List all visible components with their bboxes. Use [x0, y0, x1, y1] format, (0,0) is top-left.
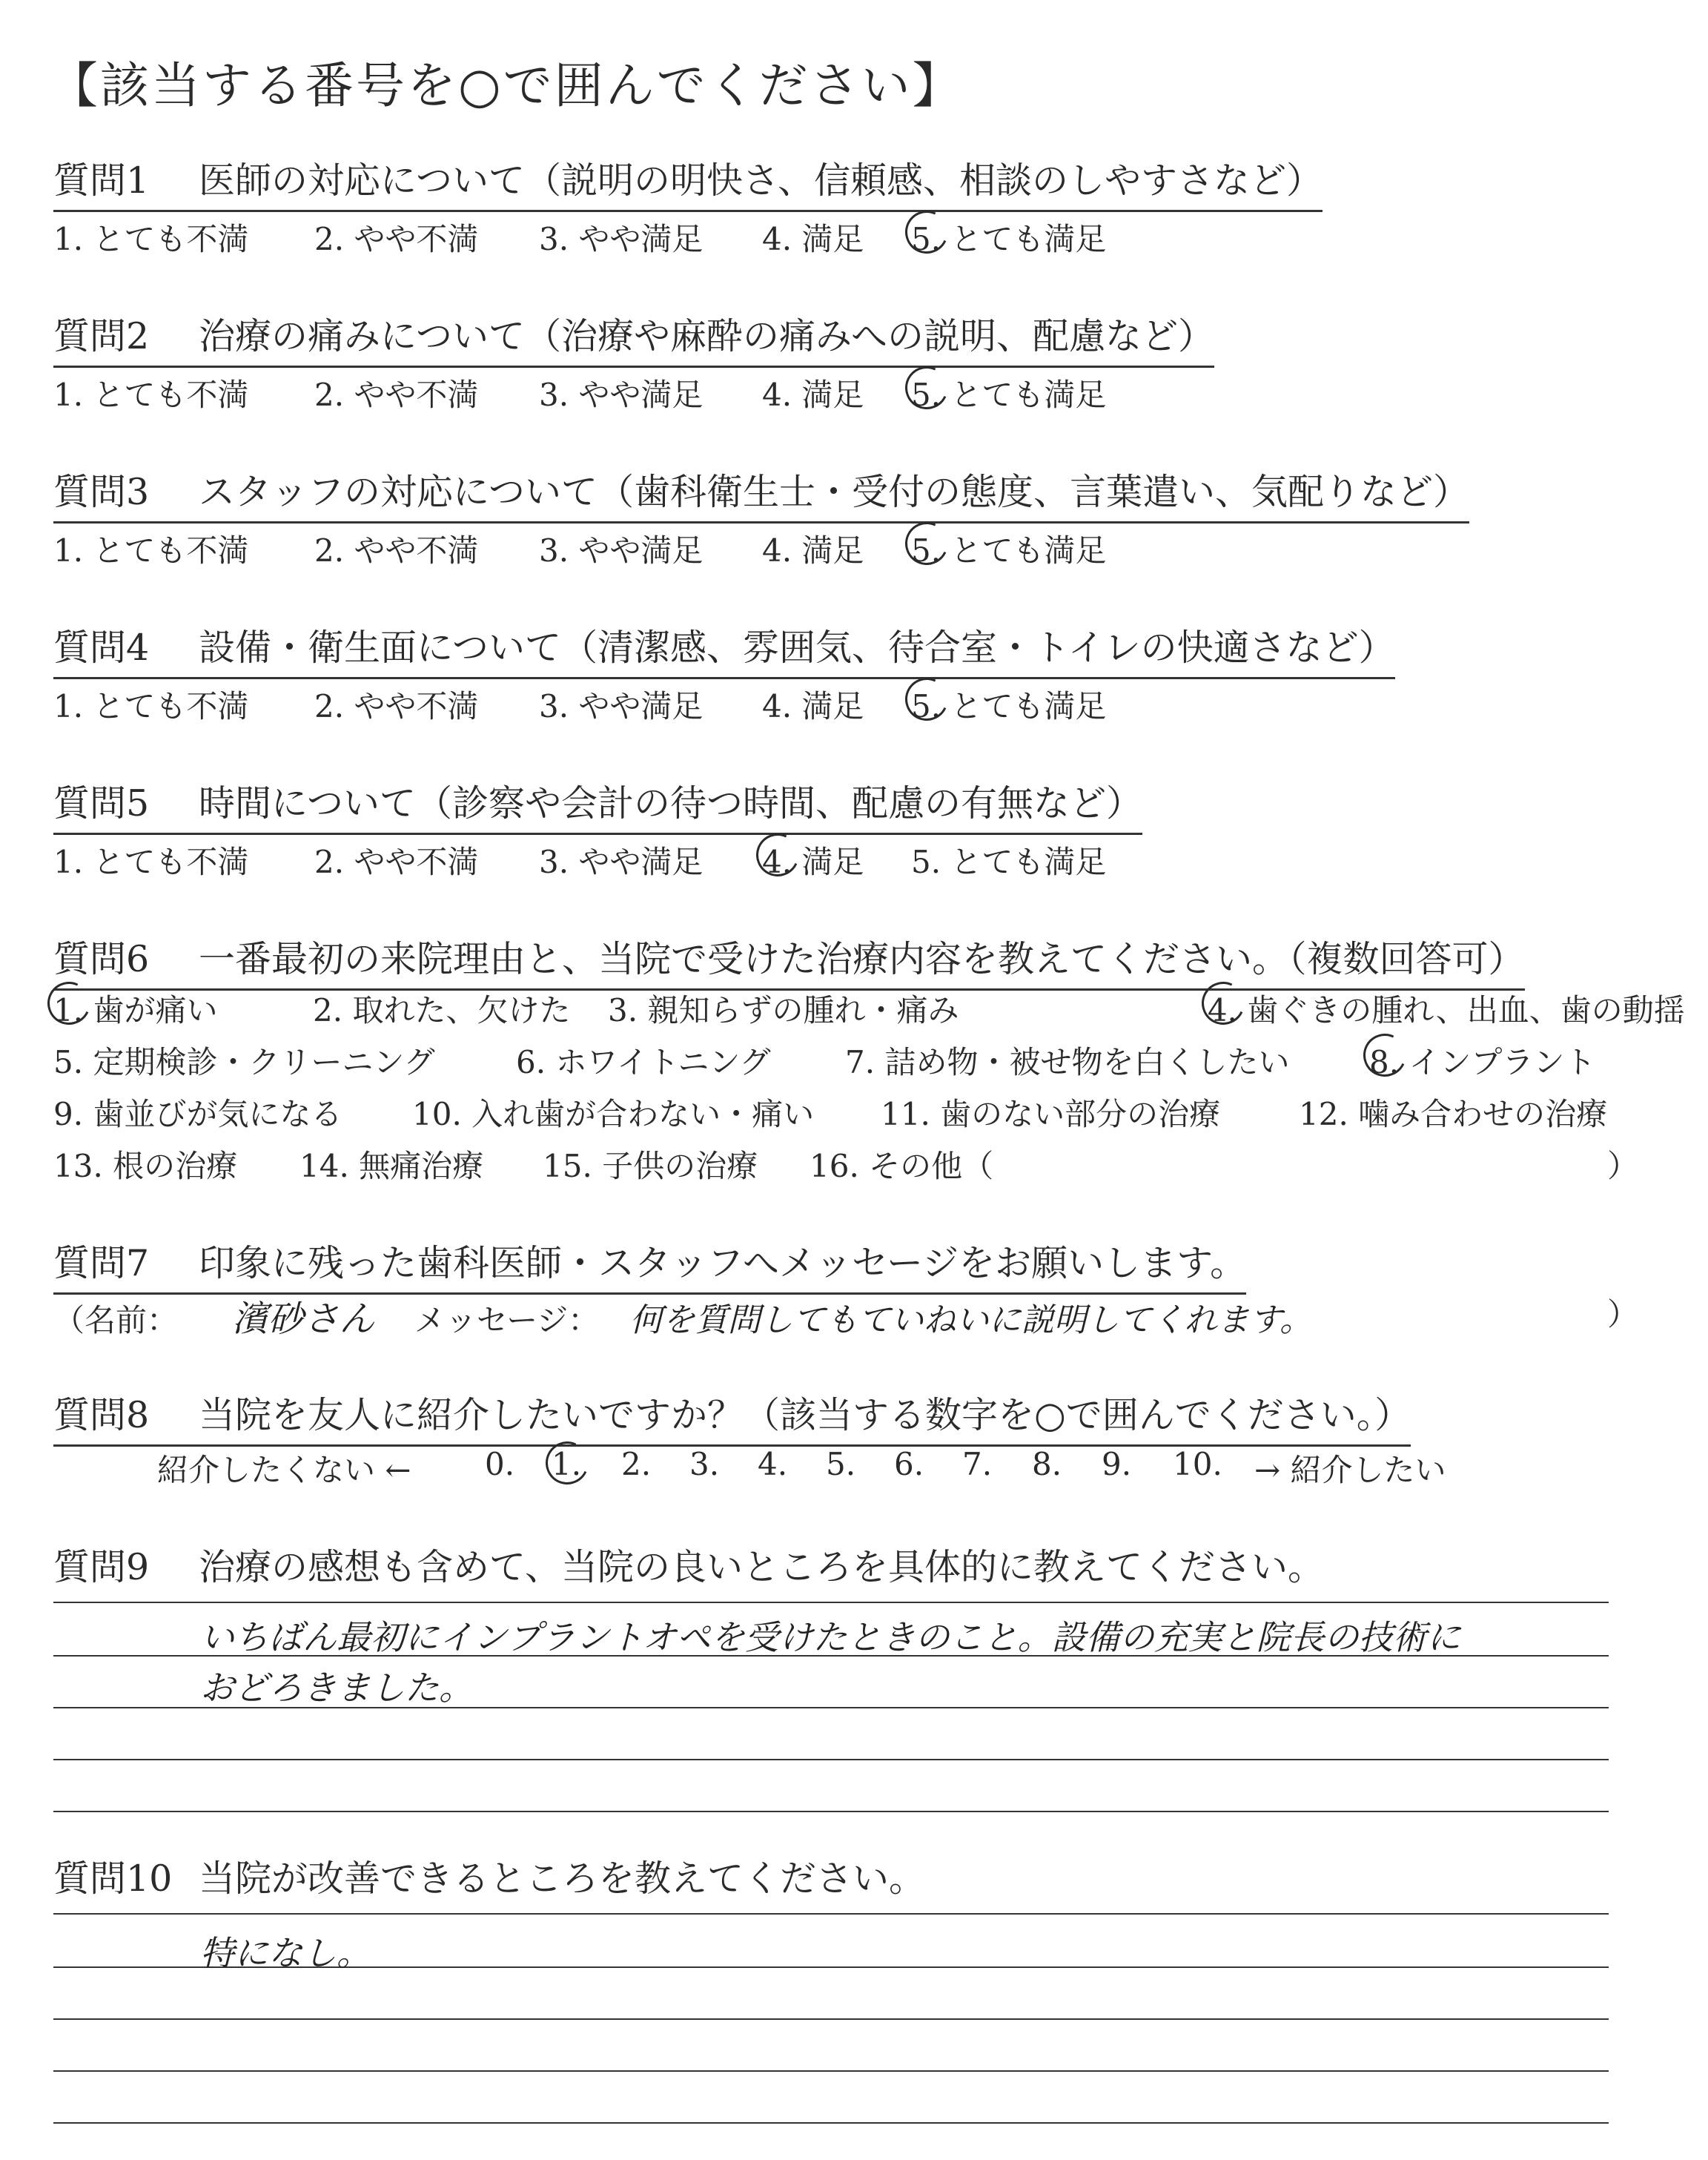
option-number: 14.: [299, 1148, 349, 1184]
question-number: 質問2: [53, 315, 150, 357]
option-1[interactable]: 1. とても不満: [53, 688, 249, 724]
answer-rule: [53, 1811, 1609, 1812]
option-4[interactable]: 4. 満足: [762, 688, 864, 724]
option-label: その他（: [869, 1148, 994, 1184]
option-number: 16.: [810, 1148, 859, 1184]
question-4-title: [53, 619, 1395, 679]
question-1-options: [53, 215, 1107, 260]
q6-option-2[interactable]: [313, 986, 570, 1031]
question-6-title: [53, 931, 1525, 991]
q6-option-8-selected[interactable]: [1369, 1038, 1595, 1083]
question-text: 当院を友人に紹介したいですか？（該当する数字を○で囲んでください。）: [199, 1394, 1411, 1436]
question-1-title: [53, 152, 1323, 212]
question-text: 当院が改善できるところを教えてください。: [199, 1857, 926, 1900]
option-number: 12.: [1299, 1096, 1348, 1132]
question-text: 一番最初の来院理由と、当院で受けた治療内容を教えてください。（複数回答可）: [199, 938, 1525, 980]
q6-option-14[interactable]: [299, 1142, 483, 1186]
question-number: 質問10: [53, 1857, 173, 1900]
question-number: 質問3: [53, 471, 150, 513]
option-5[interactable]: 5. とても満足: [911, 844, 1107, 880]
question-3-options: [53, 526, 1107, 571]
question-6-options-row-2: [53, 1038, 1596, 1083]
question-number: 質問6: [53, 938, 150, 980]
answer-rule: [53, 2070, 1609, 2072]
option-2[interactable]: 2. やや不満: [314, 844, 479, 880]
question-9-title: [53, 1539, 1324, 1596]
option-5-selected[interactable]: 5. とても満足: [911, 526, 1106, 571]
option-number: 9.: [53, 1096, 84, 1132]
option-number: 13.: [53, 1148, 103, 1184]
option-2[interactable]: 2. やや不満: [314, 688, 479, 724]
option-number: 8.: [1369, 1044, 1400, 1080]
question-number: 質問7: [53, 1242, 150, 1284]
option-label: 歯が痛い: [93, 992, 218, 1028]
option-number: 7.: [845, 1044, 875, 1080]
question-text: 治療の痛みについて（治療や麻酔の痛みへの説明、配慮など）: [199, 315, 1215, 357]
option-number: 3.: [608, 992, 638, 1028]
question-6-options-row-1: [53, 986, 1685, 1031]
answer-rule: [53, 1913, 1609, 1915]
q6-option-6[interactable]: [516, 1038, 771, 1083]
page-header: 【該当する番号を○で囲んでください】: [49, 57, 964, 114]
option-number: 10.: [412, 1096, 462, 1132]
answer-rule: [53, 2122, 1609, 2124]
message-field[interactable]: 何を質問してもていねいに説明してくれます。: [629, 1301, 1313, 1339]
question-number: 質問9: [53, 1546, 150, 1588]
option-number: 6.: [516, 1044, 546, 1080]
option-1[interactable]: 1. とても不満: [53, 377, 249, 413]
option-number: 4.: [1207, 992, 1237, 1028]
option-1[interactable]: 1. とても不満: [53, 221, 249, 257]
scale-0[interactable]: 0.: [485, 1446, 515, 1482]
scale-low-label: 紹介したくない ←: [157, 1452, 411, 1488]
question-text: 医師の対応について（説明の明快さ、信頼感、相談のしやすさなど）: [199, 159, 1323, 202]
scale-2[interactable]: 2.: [621, 1446, 652, 1482]
option-number: 11.: [881, 1096, 930, 1132]
option-label: 歯並びが気になる: [93, 1096, 342, 1132]
q6-option-15[interactable]: [543, 1142, 758, 1186]
option-3[interactable]: 3. やや満足: [539, 377, 704, 413]
q6-option-3[interactable]: [608, 986, 959, 1031]
name-field[interactable]: 濱砂さん: [232, 1298, 375, 1340]
q6-option-5[interactable]: [53, 1038, 435, 1083]
option-2[interactable]: 2. やや不満: [314, 532, 479, 569]
question-2-options: [53, 371, 1107, 415]
scale-7[interactable]: 7.: [962, 1446, 993, 1482]
scale-high-label: → 紹介したい: [1254, 1452, 1446, 1488]
q9-answer-line-2[interactable]: おどろきました。: [200, 1668, 473, 1708]
question-text: 印象に残った歯科医師・スタッフへメッセージをお願いします。: [199, 1242, 1247, 1284]
option-label: 噛み合わせの治療: [1358, 1096, 1608, 1132]
question-7-title: [53, 1235, 1246, 1295]
option-label: 定期検診・クリーニング: [93, 1044, 435, 1080]
scale-8[interactable]: 8.: [1032, 1446, 1062, 1482]
answer-rule: [53, 1602, 1609, 1603]
q6-option-1-selected[interactable]: [53, 986, 217, 1031]
option-label: 歯ぐきの腫れ、出血、歯の動揺: [1247, 992, 1685, 1028]
option-4[interactable]: 4. 満足: [762, 532, 864, 569]
question-5-title: [53, 775, 1142, 835]
question-text: 治療の感想も含めて、当院の良いところを具体的に教えてください。: [199, 1546, 1325, 1588]
option-2[interactable]: 2. やや不満: [314, 221, 479, 257]
question-number: 質問4: [53, 627, 150, 669]
answer-rule: [53, 2018, 1609, 2020]
q7-response-line: [53, 1290, 1312, 1341]
question-10-title: [53, 1850, 925, 1908]
option-label: 根の治療: [113, 1148, 238, 1184]
scale-9[interactable]: 9.: [1102, 1446, 1132, 1482]
question-2-title: [53, 308, 1214, 368]
q10-answer[interactable]: 特になし。: [200, 1933, 371, 1973]
question-8-title: [53, 1387, 1411, 1447]
other-close-paren: ）: [1607, 1148, 1639, 1184]
scale-6[interactable]: 6.: [894, 1446, 924, 1482]
question-text: 時間について（診察や会計の待つ時間、配慮の有無など）: [199, 782, 1143, 825]
option-3[interactable]: 3. やや満足: [539, 688, 704, 724]
question-number: 質問8: [53, 1394, 150, 1436]
option-1[interactable]: 1. とても不満: [53, 844, 249, 880]
option-2[interactable]: 2. やや不満: [314, 377, 479, 413]
q7-close-paren: ）: [1607, 1296, 1639, 1332]
scale-10[interactable]: 10.: [1173, 1446, 1222, 1482]
option-4-selected[interactable]: 4. 満足: [762, 838, 864, 882]
option-number: 2.: [313, 992, 343, 1028]
scale-3[interactable]: 3.: [689, 1446, 720, 1482]
q6-option-13[interactable]: [53, 1142, 237, 1186]
question-text: 設備・衛生面について（清潔感、雰囲気、待合室・トイレの快適さなど）: [199, 627, 1395, 669]
option-label: インプラント: [1409, 1044, 1596, 1080]
question-4-options: [53, 682, 1107, 727]
option-3[interactable]: 3. やや満足: [539, 532, 704, 569]
q6-option-7[interactable]: [845, 1038, 1289, 1083]
option-5-selected[interactable]: 5. とても満足: [911, 215, 1106, 260]
question-number: 質問5: [53, 782, 150, 825]
message-label: メッセージ：: [414, 1302, 600, 1338]
option-label: ホワイトニング: [555, 1044, 771, 1080]
option-5-selected[interactable]: 5. とても満足: [911, 371, 1106, 415]
question-5-options: [53, 838, 1107, 882]
name-label: （名前：: [53, 1302, 179, 1338]
scale-5[interactable]: 5.: [826, 1446, 856, 1482]
question-3-title: [53, 463, 1469, 524]
q6-option-16[interactable]: [810, 1142, 993, 1186]
option-label: 無痛治療: [359, 1148, 484, 1184]
option-1[interactable]: 1. とても不満: [53, 532, 249, 569]
option-label: 親知らずの腫れ・痛み: [647, 992, 959, 1028]
option-label: 詰め物・被せ物を白くしたい: [884, 1044, 1290, 1080]
q6-option-12[interactable]: [1299, 1090, 1607, 1135]
option-5-selected[interactable]: 5. とても満足: [911, 682, 1106, 727]
answer-rule: [53, 1759, 1609, 1760]
q6-option-11[interactable]: [881, 1090, 1220, 1135]
option-label: 子供の治療: [602, 1148, 758, 1184]
option-label: 取れた、欠けた: [352, 992, 571, 1028]
scale-1-selected[interactable]: 1.: [552, 1446, 582, 1482]
scale-4[interactable]: 4.: [758, 1446, 788, 1482]
option-number: 5.: [53, 1044, 84, 1080]
option-3[interactable]: 3. やや満足: [539, 221, 704, 257]
option-number: 15.: [543, 1148, 592, 1184]
option-4[interactable]: 4. 満足: [762, 377, 864, 413]
question-text: スタッフの対応について（歯科衛生士・受付の態度、言葉遣い、気配りなど）: [199, 471, 1470, 513]
q6-option-4-selected[interactable]: [1208, 986, 1685, 1031]
q6-option-10[interactable]: [412, 1090, 814, 1135]
q9-answer-line-1[interactable]: いちばん最初にインプラントオペを受けたときのこと。設備の充実と院長の技術に: [200, 1617, 1461, 1657]
question-number: 質問1: [53, 159, 150, 202]
option-label: 歯のない部分の治療: [940, 1096, 1221, 1132]
option-4[interactable]: 4. 満足: [762, 221, 864, 257]
option-label: 入れ歯が合わない・痛い: [471, 1096, 815, 1132]
option-3[interactable]: 3. やや満足: [539, 844, 704, 880]
option-number: 1.: [53, 992, 84, 1028]
q6-option-9[interactable]: [53, 1090, 342, 1135]
